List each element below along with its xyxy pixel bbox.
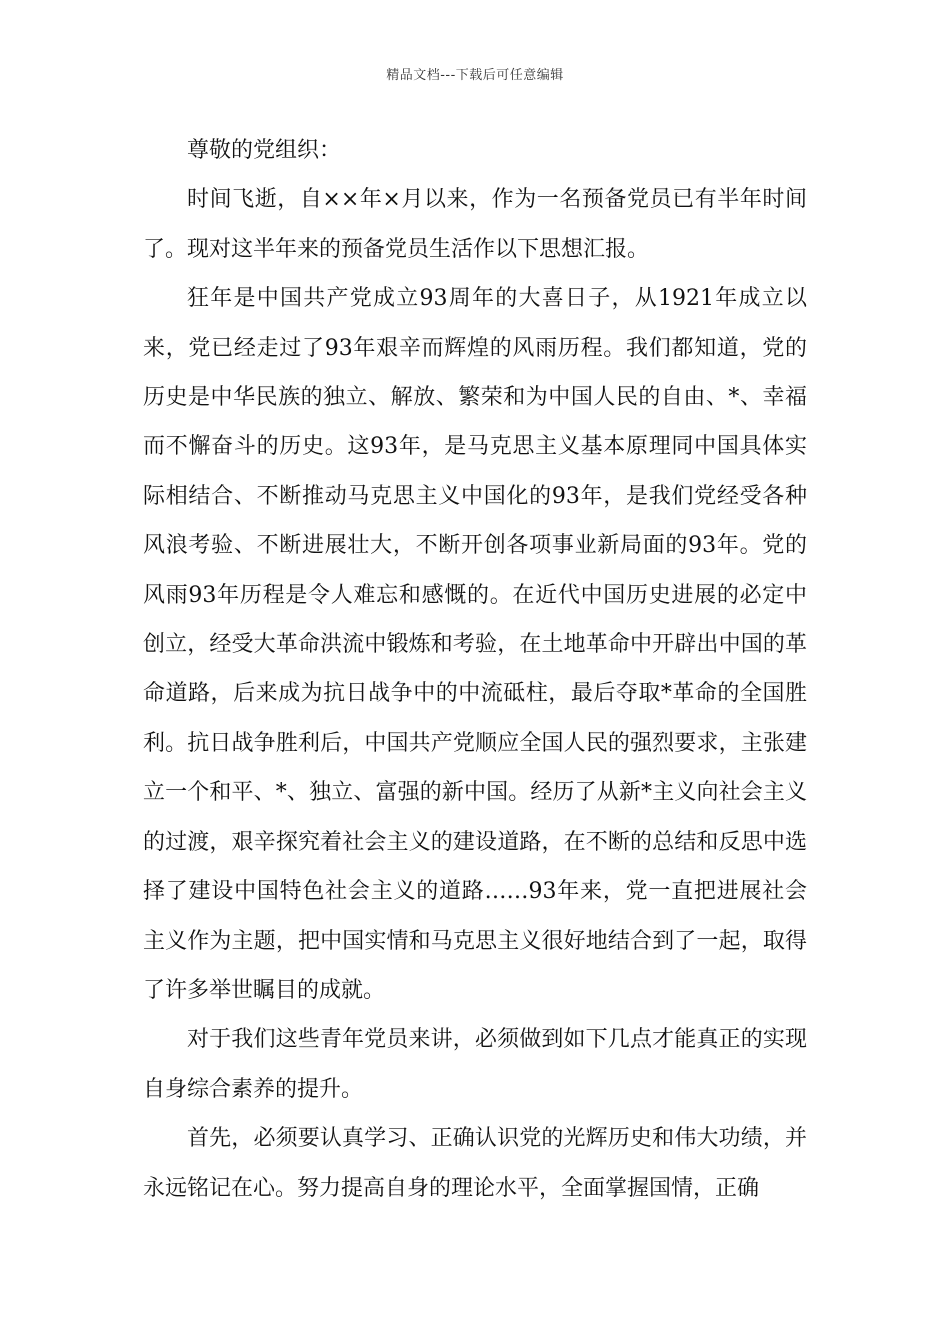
paragraph-intro: 时间飞逝，自××年×月以来，作为一名预备党员已有半年时间了。现对这半年来的预备党员生活作以下思想汇报。: [143, 187, 807, 262]
page-header: 精品文档---下载后可任意编辑: [386, 68, 564, 83]
letter-body: [143, 126, 807, 1213]
salutation: 尊敬的党组织：: [187, 138, 342, 163]
paragraph-youth-members: 对于我们这些青年党员来讲，必须做到如下几点才能真正的实现自身综合素养的提升。: [143, 1027, 807, 1102]
paragraph-history: 狂年是中国共产党成立93周年的大喜日子，从1921年成立以来，党已经走过了93年艰辛而辉煌的风雨历程。我们都知道，党的历史是中华民族的独立、解放、繁荣和为中国人民的自由、*、幸福而不懈奋斗的历史。这93年，是马克思主义基本原理同中国具体实际相结合、不断推动马克思主义中国化的93年，是我们党经受各种风浪考验、不断进展壮大，不断开创各项事业新局面的93年。党的风雨93年历程是令人难忘和感慨的。在近代中国历史进展的必定中创立，经受大革命洪流中锻炼和考验，在土地革命中开辟出中国的革命道路，后来成为抗日战争中的中流砥柱，最后夺取*革命的全国胜利。抗日战争胜利后，中国共产党顺应全国人民的强烈要求，主张建立一个和平、*、独立、富强的新中国。经历了从新*主义向社会主义的过渡，艰辛探究着社会主义的建设道路，在不断的总结和反思中选择了建设中国特色社会主义的道路……93年来，党一直把进展社会主义作为主题，把中国实情和马克思主义很好地结合到了一起，取得了许多举世瞩目的成就。: [143, 286, 807, 1003]
paragraph-first-point: 首先，必须要认真学习、正确认识党的光辉历史和伟大功绩，并永远铭记在心。努力提高自身的理论水平，全面掌握国情，正确: [143, 1126, 807, 1201]
